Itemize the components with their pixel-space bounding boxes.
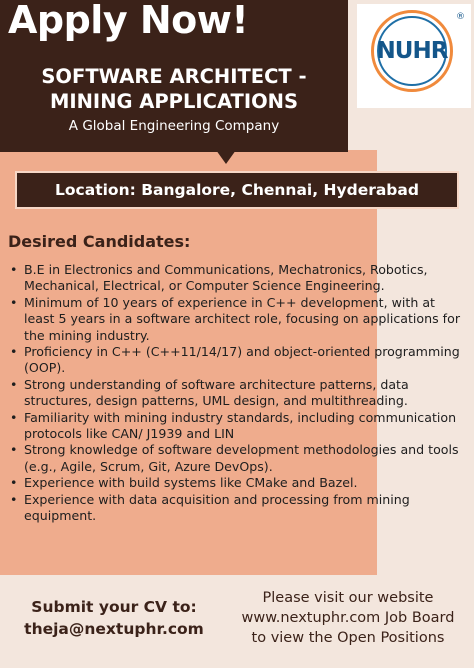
website-link[interactable]: www.nextuphr.com Job Board <box>241 610 455 626</box>
logo-wordmark: NUHR <box>376 38 448 64</box>
company-tagline: A Global Engineering Company <box>68 118 280 134</box>
company-logo <box>357 4 471 108</box>
job-title-line-1: SOFTWARE ARCHITECT - <box>41 65 307 88</box>
open-positions-text: to view the Open Positions <box>251 630 445 646</box>
list-item: • Proficiency in C++ (C++11/14/17) and object-oriented programming (OOP). <box>8 344 468 377</box>
list-item: • B.E in Electronics and Communications, Mechatronics, Robotics, Mechanical, Electrical, or Computer Science Engineering. <box>8 262 468 295</box>
submit-email-link[interactable]: theja@nextuphr.com <box>24 620 204 638</box>
list-item: • Familiarity with mining industry standards, including communication protocols like CAN/ J1939 and LIN <box>8 410 468 443</box>
submit-cv-block <box>0 596 228 640</box>
list-item: • Minimum of 10 years of experience in C++ development, with at least 5 years in a software architect role, focusing on applications for the mining industry. <box>8 295 468 344</box>
requirements-list <box>8 262 468 525</box>
header-speech-tail <box>216 150 236 164</box>
job-title-line-2: MINING APPLICATIONS <box>49 90 299 113</box>
registered-mark: ® <box>456 12 465 22</box>
desired-candidates-heading: Desired Candidates: <box>8 232 191 251</box>
list-item: • Experience with build systems like CMake and Bazel. <box>8 475 468 491</box>
list-item: • Strong knowledge of software development methodologies and tools (e.g., Agile, Scrum, Git, Azure DevOps). <box>8 442 468 475</box>
website-info-block <box>222 588 474 648</box>
location-text: Location: Bangalore, Chennai, Hyderabad <box>55 181 419 199</box>
visit-website-text: Please visit our website <box>262 590 434 606</box>
location-banner <box>15 171 459 209</box>
header-banner <box>0 0 348 152</box>
submit-cv-label: Submit your CV to: <box>31 598 197 616</box>
list-item: • Strong understanding of software architecture patterns, data structures, design patterns, UML design, and multithreading. <box>8 377 468 410</box>
list-item: • Experience with data acquisition and processing from mining equipment. <box>8 492 468 525</box>
apply-now-headline: Apply Now! <box>8 0 249 42</box>
logo-ring <box>371 10 453 92</box>
